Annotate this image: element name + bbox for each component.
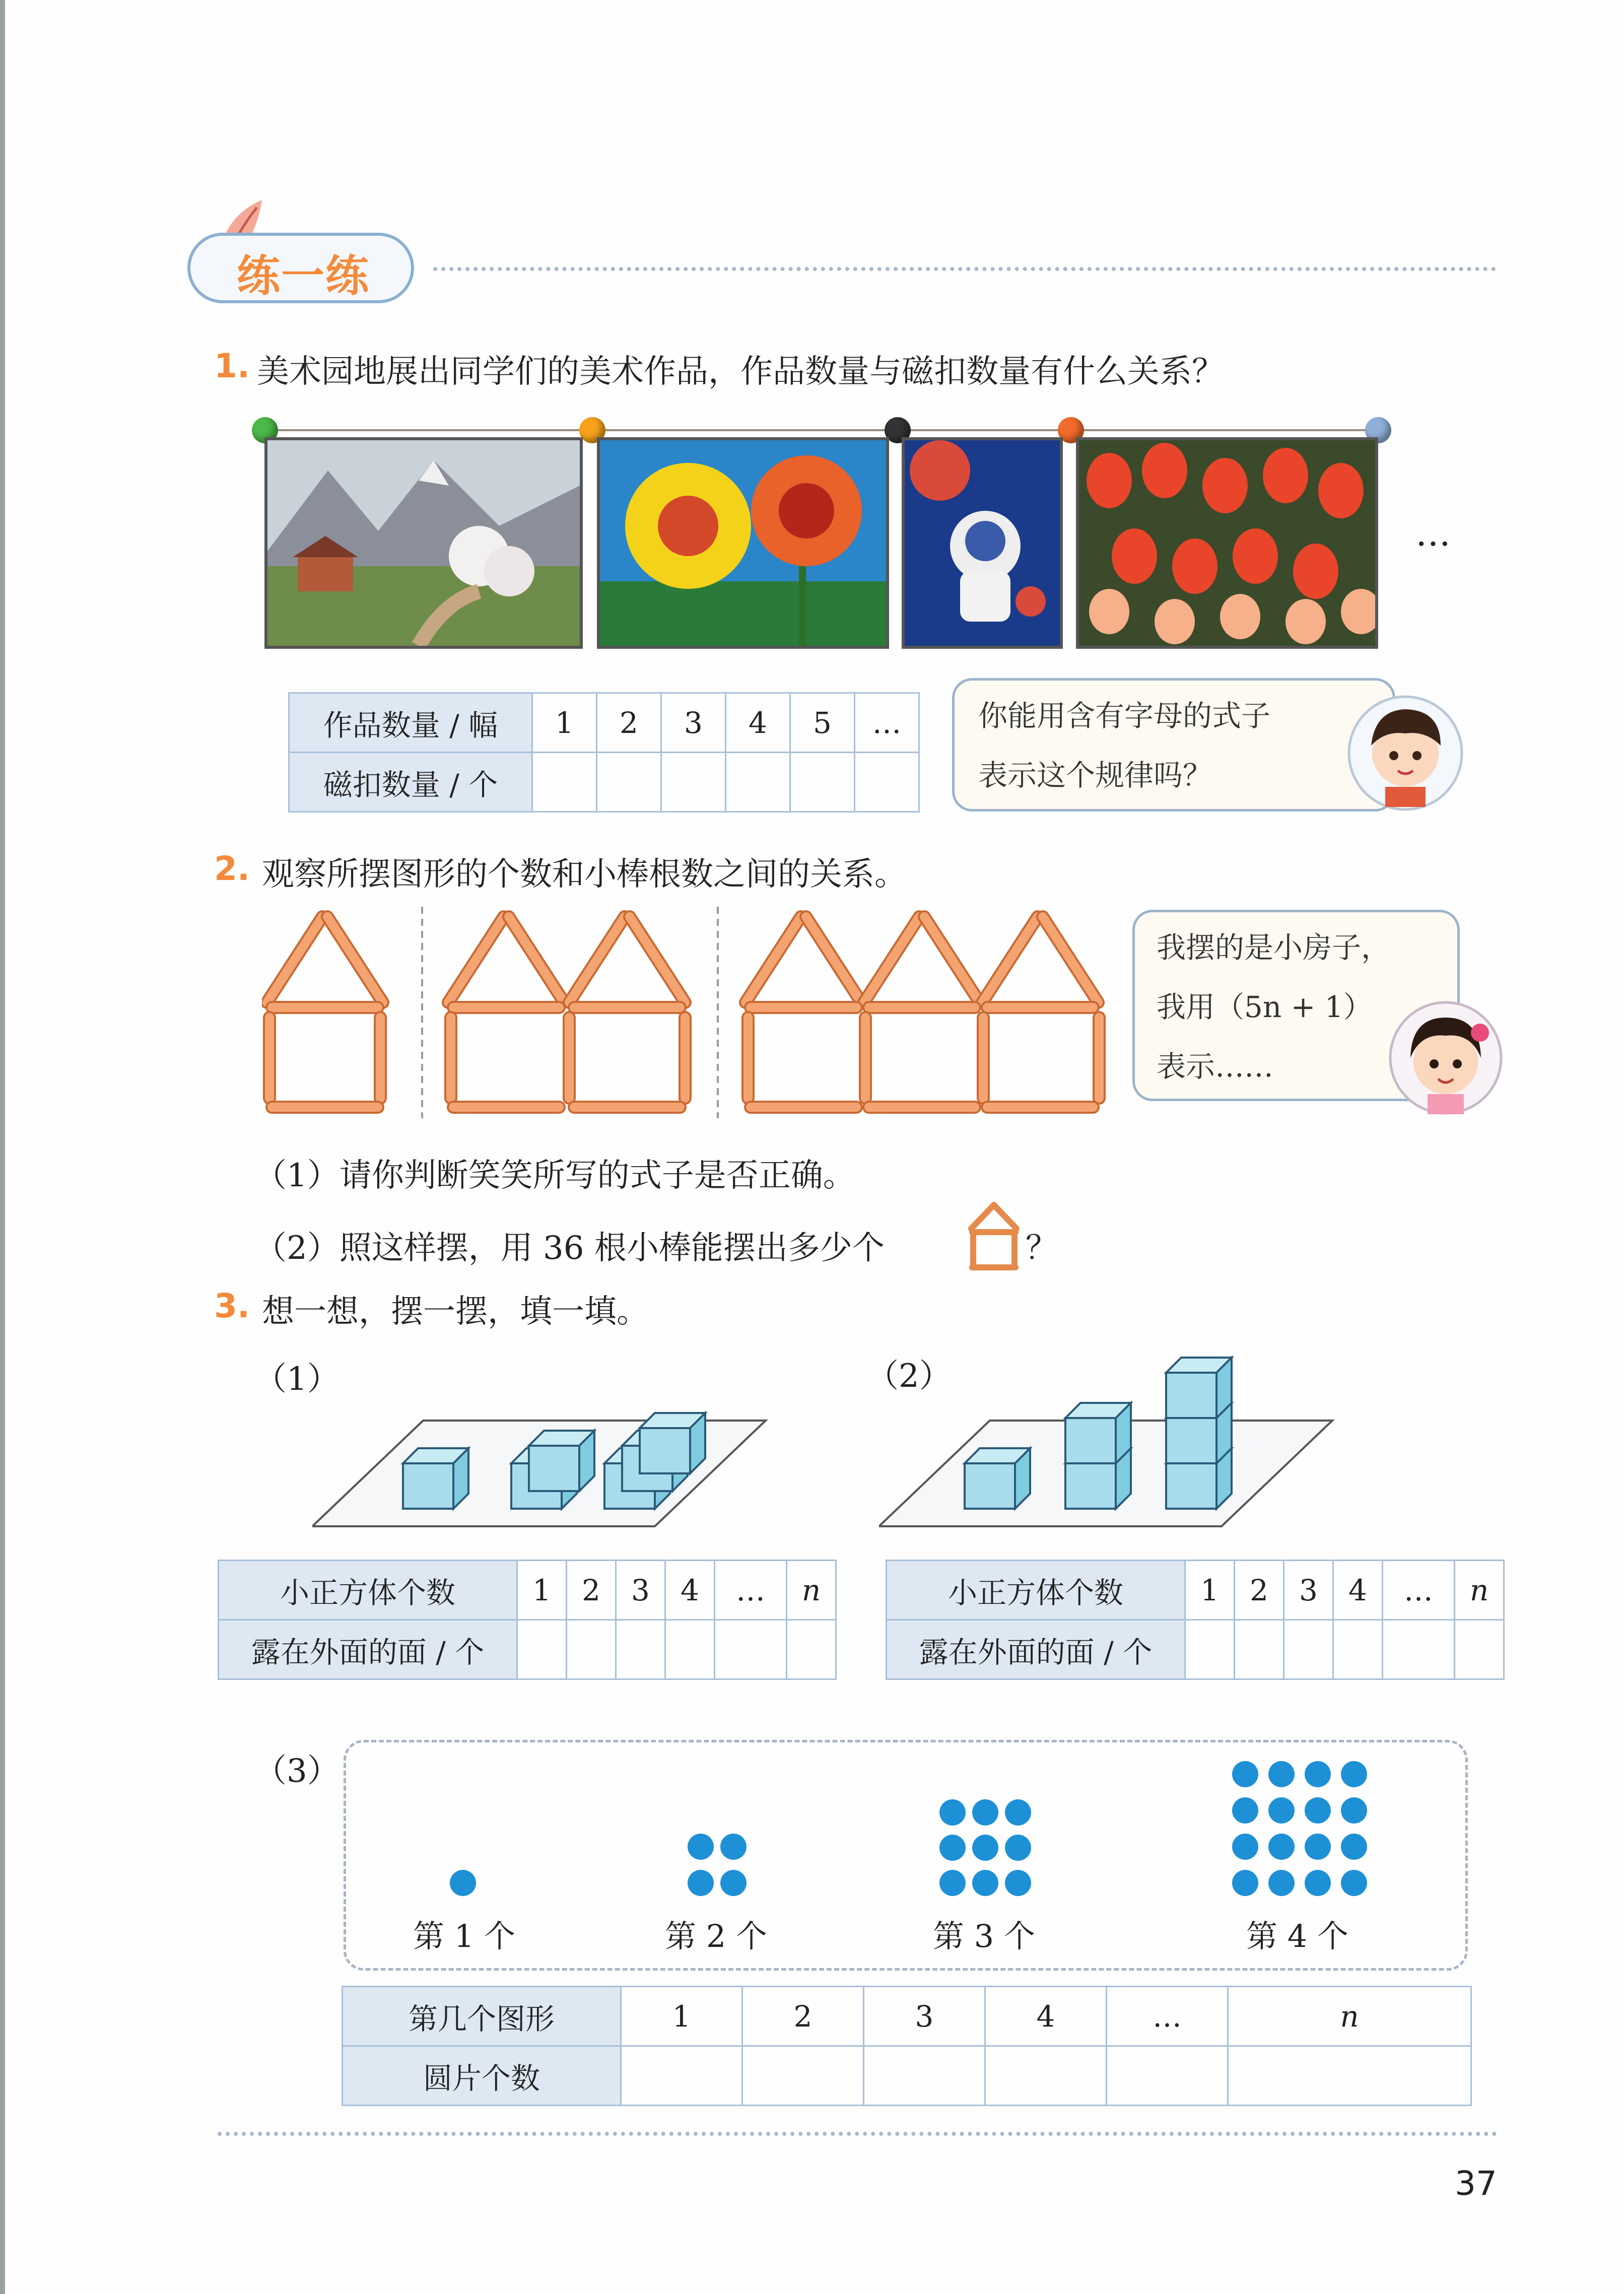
answer-cell[interactable] <box>1228 2046 1471 2106</box>
table-cell: 4 <box>726 693 790 753</box>
circle-chip <box>450 1870 476 1896</box>
q2-number: 2. <box>214 849 250 888</box>
table-cell: n <box>787 1561 836 1620</box>
table-cell: 2 <box>742 1987 864 2046</box>
figure-caption: 第 1 个 <box>413 1918 515 1954</box>
figure-caption: 第 2 个 <box>665 1918 767 1954</box>
circle-chip <box>1341 1797 1367 1824</box>
table-cell: … <box>1383 1561 1455 1620</box>
table-cell: 3 <box>616 1561 665 1620</box>
table-cell: 4 <box>985 1987 1107 2046</box>
table-cell: 4 <box>1333 1561 1383 1620</box>
q3-table3 <box>342 1986 1472 2106</box>
table-row <box>343 2046 1471 2106</box>
circle-chip <box>720 1870 747 1896</box>
cube-rows-figure <box>312 1405 776 1536</box>
circle-chip <box>1341 1834 1367 1860</box>
artwork-astronaut <box>902 437 1063 649</box>
q3-part1-label: （1） <box>254 1361 340 1398</box>
table-cell: 3 <box>1284 1561 1333 1620</box>
answer-cell[interactable] <box>726 753 790 812</box>
cube-towers-figure <box>879 1355 1342 1536</box>
answer-cell[interactable] <box>661 753 726 812</box>
circle-chip <box>688 1870 714 1896</box>
answer-cell[interactable] <box>715 1620 787 1679</box>
table-row <box>219 1620 836 1679</box>
table-header: 磁扣数量 / 个 <box>289 753 532 812</box>
circle-chip <box>972 1835 998 1861</box>
small-house-icon <box>966 1201 1022 1271</box>
circle-chip <box>1268 1761 1295 1787</box>
table-row <box>219 1561 836 1620</box>
answer-cell[interactable] <box>1333 1620 1383 1679</box>
circle-chip <box>1305 1834 1331 1860</box>
table-cell: n <box>1228 1987 1471 2046</box>
answer-cell[interactable] <box>1235 1620 1284 1679</box>
circle-chip <box>972 1799 998 1826</box>
bubble-line: 你能用含有字母的式子 <box>978 699 1271 733</box>
q2-sub2: （2）照这样摆，用 36 根小棒能摆出多少个 <box>254 1230 885 1267</box>
q2-sub1: （1）请你判断笑笑所写的式子是否正确。 <box>254 1157 855 1194</box>
circle-chip <box>972 1870 998 1896</box>
q1-table <box>288 692 920 813</box>
bubble-line: 我摆的是小房子， <box>1157 930 1391 965</box>
circle-chip <box>1268 1797 1295 1824</box>
page-edge <box>0 0 5 2294</box>
table-header: 作品数量 / 幅 <box>289 693 532 753</box>
circle-chip <box>1305 1761 1331 1787</box>
answer-cell[interactable] <box>621 2046 742 2106</box>
bubble-line: 我用（5n + 1） <box>1157 990 1373 1024</box>
circle-chip <box>1232 1870 1258 1896</box>
answer-cell[interactable] <box>567 1620 616 1679</box>
answer-cell[interactable] <box>1284 1620 1333 1679</box>
girl-avatar <box>1385 997 1506 1118</box>
circle-chip <box>939 1870 966 1896</box>
table-cell: … <box>855 693 919 753</box>
table-header: 露在外面的面 / 个 <box>887 1620 1185 1679</box>
table-cell: 2 <box>597 693 661 753</box>
q1-text: 美术园地展出同学们的美术作品，作品数量与磁扣数量有什么关系？ <box>257 353 1224 390</box>
matchstick-houses <box>262 907 1118 1118</box>
circle-chip <box>1268 1834 1295 1860</box>
answer-cell[interactable] <box>855 753 919 812</box>
artwork-tulips <box>1076 437 1378 649</box>
q2-sub2-question-mark: ？ <box>1026 1230 1058 1267</box>
table-cell: 2 <box>567 1561 616 1620</box>
table-row <box>887 1620 1504 1679</box>
page-number: 37 <box>1455 2164 1497 2203</box>
table-cell: 3 <box>661 693 726 753</box>
table-header: 圆片个数 <box>343 2046 621 2106</box>
answer-cell[interactable] <box>517 1620 567 1679</box>
answer-cell[interactable] <box>790 753 855 812</box>
answer-cell[interactable] <box>1107 2046 1228 2106</box>
answer-cell[interactable] <box>532 753 597 812</box>
table-header: 第几个图形 <box>343 1987 621 2046</box>
q3-part3-label: （3） <box>254 1752 340 1790</box>
q1-number: 1. <box>214 347 250 385</box>
circle-chip <box>1341 1870 1367 1896</box>
circle-chip <box>1341 1761 1367 1787</box>
table-cell: 1 <box>517 1561 567 1620</box>
figure-caption: 第 4 个 <box>1246 1918 1348 1954</box>
circle-chip <box>1305 1870 1331 1896</box>
table-row <box>343 1987 1471 2046</box>
table-cell: … <box>1107 1987 1228 2046</box>
table-header: 小正方体个数 <box>219 1561 517 1620</box>
artwork-sunflowers <box>597 437 889 649</box>
q3-text: 想一想，摆一摆，填一填。 <box>262 1293 649 1330</box>
table-cell: 1 <box>532 693 597 753</box>
table-cell: 4 <box>665 1561 715 1620</box>
table-cell: 2 <box>1235 1561 1284 1620</box>
footer-divider <box>218 2132 1497 2136</box>
table-cell: 1 <box>621 1987 742 2046</box>
q1-ellipsis: … <box>1415 513 1453 554</box>
practice-badge-label: 练一练 <box>237 251 370 301</box>
boy-avatar <box>1345 690 1466 816</box>
answer-cell[interactable] <box>616 1620 665 1679</box>
circle-chip <box>720 1834 747 1860</box>
q3-table1 <box>218 1560 837 1680</box>
answer-cell[interactable] <box>864 2046 985 2106</box>
answer-cell[interactable] <box>1383 1620 1455 1679</box>
artwork-landscape <box>264 437 583 649</box>
circle-chip <box>1005 1870 1031 1896</box>
circle-chip <box>1305 1797 1331 1824</box>
table-cell: 3 <box>864 1987 985 2046</box>
answer-cell[interactable] <box>985 2046 1107 2106</box>
bubble-line: 表示…… <box>1157 1049 1274 1084</box>
q3-table2 <box>886 1560 1505 1680</box>
table-cell: n <box>1455 1561 1504 1620</box>
circle-chip <box>939 1835 966 1861</box>
answer-cell[interactable] <box>787 1620 836 1679</box>
table-cell: 5 <box>790 693 855 753</box>
header-divider <box>433 267 1496 271</box>
table-row <box>289 693 919 753</box>
answer-cell[interactable] <box>665 1620 715 1679</box>
figure-caption: 第 3 个 <box>933 1918 1035 1954</box>
answer-cell[interactable] <box>597 753 661 812</box>
q2-text: 观察所摆图形的个数和小棒根数之间的关系。 <box>262 856 907 893</box>
circle-chip <box>939 1799 966 1826</box>
table-row <box>289 753 919 812</box>
bubble-line: 表示这个规律吗？ <box>978 758 1212 792</box>
q3-number: 3. <box>214 1287 250 1325</box>
table-cell: 1 <box>1185 1561 1235 1620</box>
answer-cell[interactable] <box>1185 1620 1235 1679</box>
answer-cell[interactable] <box>742 2046 864 2106</box>
answer-cell[interactable] <box>1455 1620 1504 1679</box>
circle-chip <box>1005 1835 1031 1861</box>
table-cell: … <box>715 1561 787 1620</box>
table-header: 小正方体个数 <box>887 1561 1185 1620</box>
circle-chip <box>1232 1797 1258 1824</box>
circle-chip <box>688 1834 714 1860</box>
table-row <box>887 1561 1504 1620</box>
table-header: 露在外面的面 / 个 <box>219 1620 517 1679</box>
circle-chip <box>1232 1834 1258 1860</box>
q3-part2-label: （2） <box>866 1358 952 1395</box>
circle-chip <box>1005 1799 1031 1826</box>
circle-chip <box>1268 1870 1295 1896</box>
circle-chip <box>1232 1761 1258 1787</box>
